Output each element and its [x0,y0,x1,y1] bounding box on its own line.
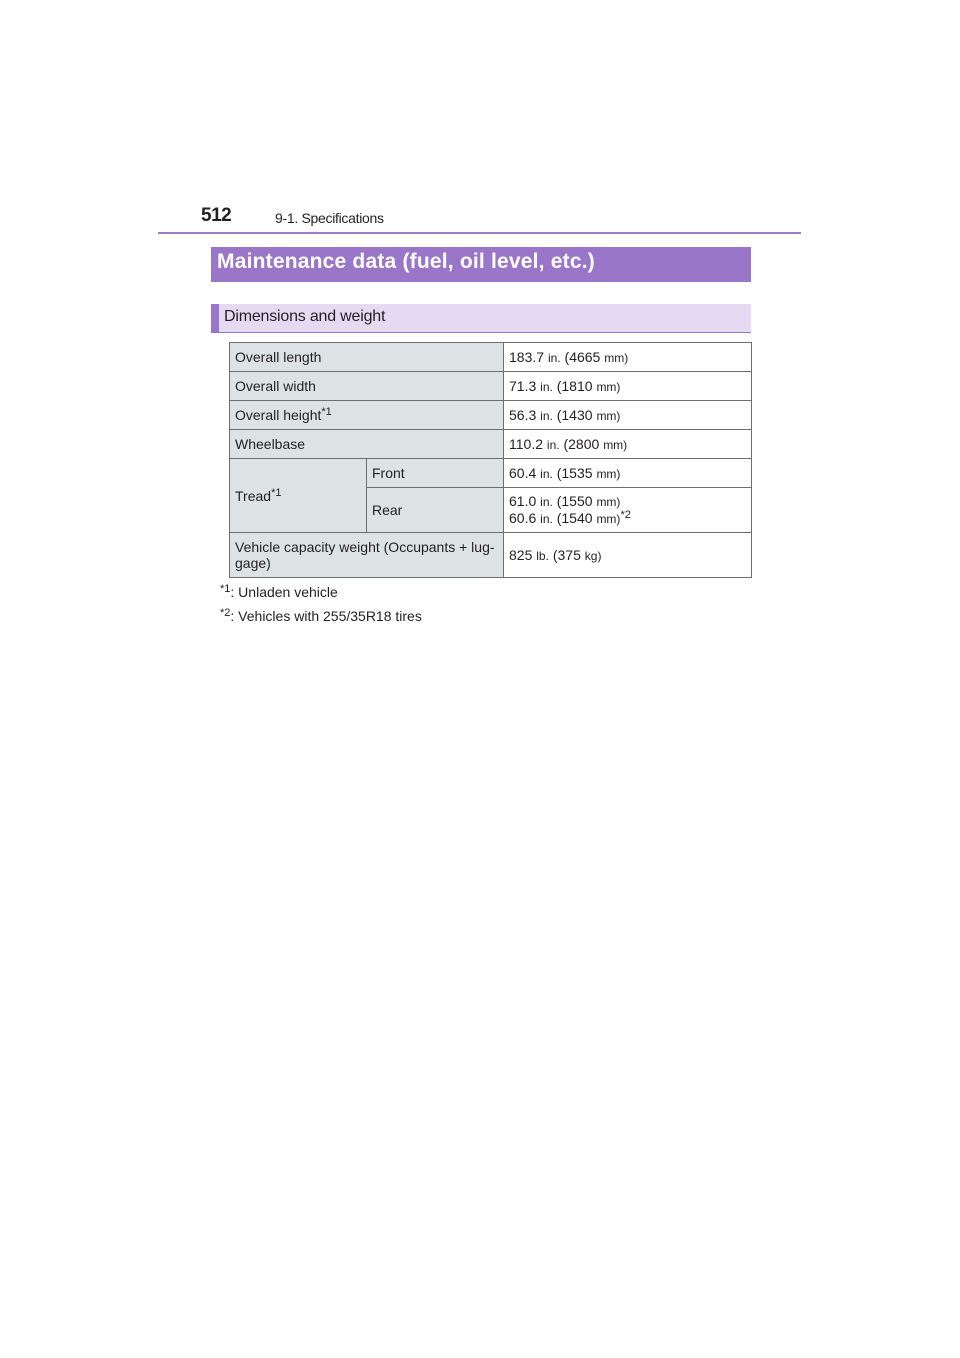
table-row [230,401,752,430]
footnote-mark: *1 [321,406,332,418]
row-label-tread-rear: Rear [367,488,504,533]
row-value-tread-rear: 61.0 in. (1550 mm) 60.6 in. (1540 mm)$^{*2}$ [504,488,752,533]
header-rule [158,232,801,234]
row-value-tread-front: 60.4 in. (1535 mm) [504,459,752,488]
section-title-banner [211,247,751,282]
footnote-mark: *2 [620,509,631,521]
subheading-title: Dimensions and weight [224,308,386,325]
footnote-mark: *1 [220,583,231,595]
row-label-overall-length: Overall length [230,343,504,372]
row-value-wheelbase: 110.2 in. (2800 mm) [504,430,752,459]
footnote: $^{*1}$: Unladen vehicle [220,583,338,600]
dimensions-table [229,342,752,578]
page-number: 512 [201,205,232,226]
row-label-tread: Tread$^{*1}$ [230,459,367,533]
subheading-accent-bar [211,304,219,333]
table-row [230,430,752,459]
footnote-mark: *2 [220,607,231,619]
footnote-mark: *1 [271,486,282,499]
row-value-capacity: 825 lb. (375 kg) [504,533,752,578]
table-row [230,459,752,488]
footnote: $^{*2}$: Vehicles with 255/35R18 tires [220,607,422,624]
row-label-overall-width: Overall width [230,372,504,401]
row-value-overall-length: 183.7 in. (4665 mm) [504,343,752,372]
row-label-capacity: Vehicle capacity weight (Occupants + lug- gage) [230,533,504,578]
section-title: Maintenance data (fuel, oil level, etc.) [217,250,595,273]
row-label-tread-front: Front [367,459,504,488]
table-row [230,372,752,401]
table-row [230,533,752,578]
footnotes [220,584,422,632]
row-label-wheelbase: Wheelbase [230,430,504,459]
table-row [230,343,752,372]
section-reference: 9-1. Specifications [275,210,384,226]
row-value-overall-height: 56.3 in. (1430 mm) [504,401,752,430]
subheading-banner [211,304,751,333]
row-label-overall-height: Overall height$^{*1}$ [230,401,504,430]
row-value-overall-width: 71.3 in. (1810 mm) [504,372,752,401]
